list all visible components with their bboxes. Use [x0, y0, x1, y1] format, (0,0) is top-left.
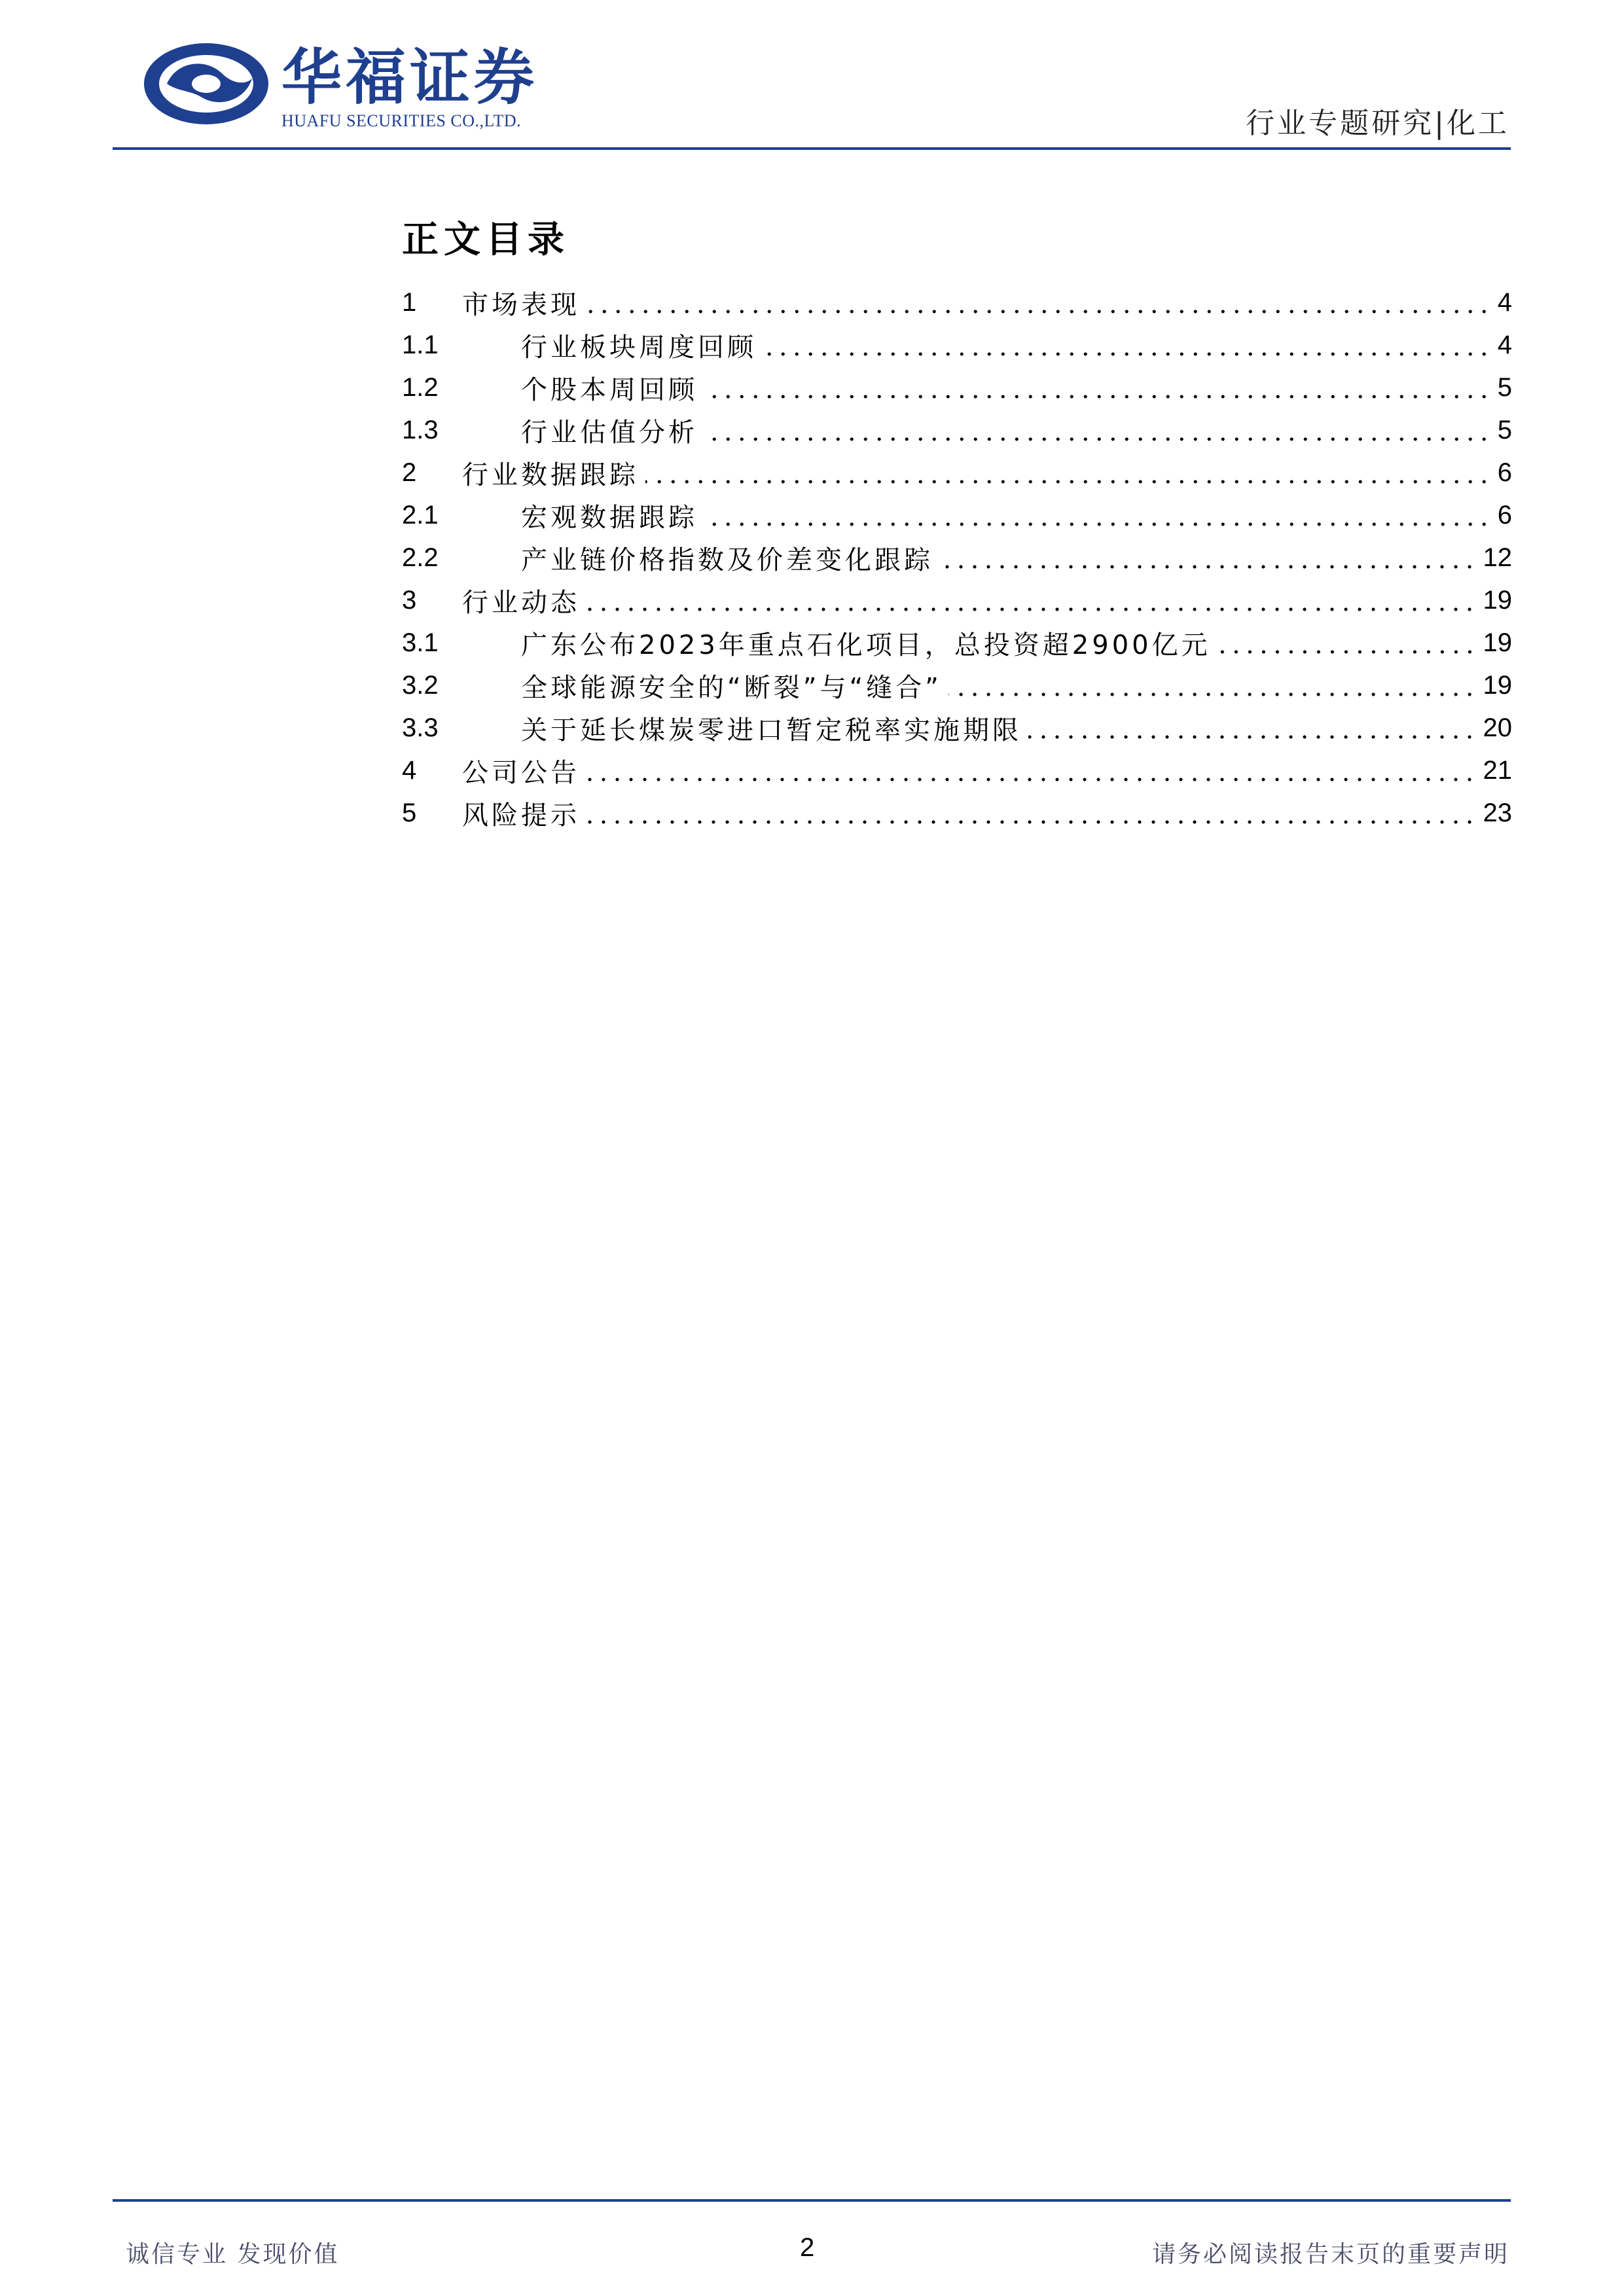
table-of-contents [402, 281, 1512, 834]
toc-entry[interactable] [402, 494, 1512, 537]
toc-dot-leader [704, 437, 1491, 441]
toc-entry-title[interactable]: 市场表现 [462, 290, 580, 320]
toc-dot-leader [1028, 735, 1477, 739]
toc-entry-number: 3.1 [402, 628, 439, 657]
toc-heading: 正文目录 [402, 219, 569, 261]
toc-dot-leader [1218, 650, 1477, 654]
toc-entry[interactable] [402, 281, 1512, 324]
toc-entry-page[interactable]: 12 [1483, 543, 1512, 572]
toc-entry[interactable] [402, 579, 1512, 622]
toc-entry-number: 2.1 [402, 501, 439, 529]
toc-entry-number: 2.2 [402, 543, 439, 572]
toc-entry-page[interactable]: 4 [1497, 288, 1512, 317]
toc-entry-number: 4 [402, 756, 417, 785]
toc-entry-page[interactable]: 20 [1483, 713, 1512, 742]
logo-chinese-name: 华福证券 [281, 42, 539, 113]
toc-entry-number: 1.3 [402, 416, 439, 444]
toc-entry-page[interactable]: 19 [1483, 628, 1512, 657]
toc-entry-page[interactable]: 19 [1483, 671, 1512, 700]
footer-disclaimer-notice: 请务必阅读报告末页的重要声明 [1151, 2241, 1509, 2268]
toc-entry-number: 2 [402, 458, 417, 487]
toc-entry-title[interactable]: 广东公布2023年重点石化项目，总投资超2900亿元 [521, 630, 1211, 660]
toc-entry[interactable] [402, 452, 1512, 494]
report-type-label: 行业专题研究|化工 [1246, 107, 1509, 140]
toc-entry[interactable] [402, 749, 1512, 792]
toc-entry-number: 5 [402, 798, 417, 827]
toc-entry-page[interactable]: 5 [1497, 416, 1512, 444]
toc-entry-page[interactable]: 23 [1483, 798, 1512, 827]
toc-entry[interactable] [402, 707, 1512, 749]
toc-entry-title[interactable]: 个股本周回顾 [521, 375, 698, 405]
toc-entry[interactable] [402, 367, 1512, 409]
toc-entry-page[interactable]: 4 [1497, 331, 1512, 359]
toc-entry-title[interactable]: 行业估值分析 [521, 418, 698, 448]
toc-dot-leader [940, 565, 1477, 569]
toc-entry[interactable] [402, 664, 1512, 707]
toc-entry[interactable] [402, 792, 1512, 834]
footer-slogan: 诚信专业 发现价值 [126, 2241, 340, 2268]
toc-entry[interactable] [402, 324, 1512, 367]
toc-dot-leader [704, 522, 1491, 526]
toc-dot-leader [586, 778, 1477, 781]
logo-english-name: HUAFU SECURITIES CO.,LTD. [281, 111, 522, 130]
toc-entry-title[interactable]: 风险提示 [462, 800, 580, 831]
toc-entry-title[interactable]: 行业数据跟踪 [462, 460, 639, 490]
toc-dot-leader [586, 310, 1491, 314]
header-divider [113, 147, 1511, 150]
toc-entry-title[interactable]: 行业板块周度回顾 [521, 332, 757, 363]
toc-entry-page[interactable]: 6 [1497, 501, 1512, 529]
footer-divider [113, 2199, 1511, 2202]
toc-dot-leader [704, 395, 1491, 399]
toc-entry-page[interactable]: 6 [1497, 458, 1512, 487]
toc-entry-number: 1.2 [402, 373, 439, 402]
toc-entry-number: 3.3 [402, 713, 439, 742]
toc-entry-number: 1 [402, 288, 417, 317]
page-number: 2 [800, 2233, 815, 2262]
toc-entry[interactable] [402, 537, 1512, 579]
toc-entry[interactable] [402, 409, 1512, 452]
toc-entry-page[interactable]: 19 [1483, 586, 1512, 615]
toc-dot-leader [586, 820, 1477, 824]
toc-entry-title[interactable]: 宏观数据跟踪 [521, 503, 698, 533]
toc-entry-title[interactable]: 行业动态 [462, 588, 580, 618]
toc-entry[interactable] [402, 622, 1512, 664]
toc-entry-title[interactable]: 关于延长煤炭零进口暂定税率实施期限 [521, 715, 1022, 745]
toc-entry-number: 1.1 [402, 331, 439, 359]
toc-entry-page[interactable]: 5 [1497, 373, 1512, 402]
toc-dot-leader [763, 352, 1491, 356]
toc-entry-number: 3 [402, 586, 417, 615]
toc-dot-leader [586, 607, 1477, 611]
company-logo [141, 38, 539, 130]
toc-entry-title[interactable]: 公司公告 [462, 758, 580, 788]
toc-dot-leader [645, 480, 1491, 484]
toc-entry-title[interactable]: 产业链价格指数及价差变化跟踪 [521, 545, 933, 575]
logo-mark-icon [141, 38, 272, 130]
toc-entry-page[interactable]: 21 [1483, 756, 1512, 785]
toc-dot-leader [948, 692, 1477, 696]
toc-entry-number: 3.2 [402, 671, 439, 700]
toc-entry-title[interactable]: 全球能源安全的“断裂”与“缝合” [521, 673, 942, 703]
